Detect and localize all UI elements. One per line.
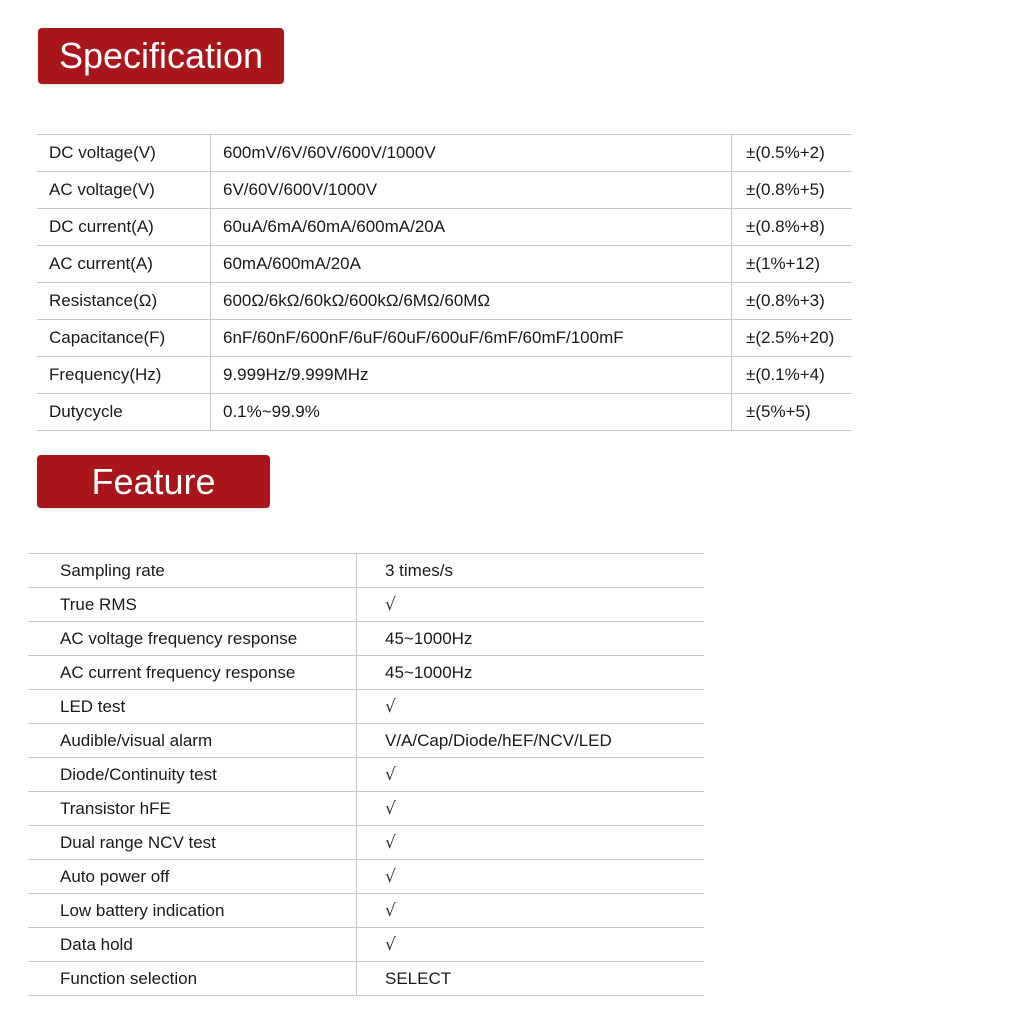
- feature-row: [28, 894, 704, 928]
- check-mark-cell: √: [357, 826, 705, 860]
- feature-value-cell: 45~1000Hz: [357, 656, 705, 690]
- spec-accuracy-cell: ±(0.8%+8): [732, 209, 853, 246]
- feature-name-cell: Auto power off: [28, 860, 357, 894]
- spec-row: [37, 394, 852, 431]
- check-mark-cell: √: [357, 860, 705, 894]
- feature-row: [28, 656, 704, 690]
- feature-name-cell: Transistor hFE: [28, 792, 357, 826]
- spec-range-cell: 9.999Hz/9.999MHz: [211, 357, 732, 394]
- feature-row: [28, 826, 704, 860]
- specification-heading: Specification: [38, 28, 284, 84]
- check-mark-cell: √: [357, 758, 705, 792]
- feature-row: [28, 554, 704, 588]
- specification-table: [37, 134, 852, 431]
- feature-table: [28, 553, 704, 996]
- feature-name-cell: AC voltage frequency response: [28, 622, 357, 656]
- spec-accuracy-cell: ±(5%+5): [732, 394, 853, 431]
- feature-name-cell: Dual range NCV test: [28, 826, 357, 860]
- spec-name-cell: Frequency(Hz): [37, 357, 211, 394]
- feature-row: [28, 690, 704, 724]
- spec-accuracy-cell: ±(1%+12): [732, 246, 853, 283]
- feature-row: [28, 622, 704, 656]
- feature-name-cell: Data hold: [28, 928, 357, 962]
- spec-range-cell: 60uA/6mA/60mA/600mA/20A: [211, 209, 732, 246]
- spec-accuracy-cell: ±(0.1%+4): [732, 357, 853, 394]
- spec-accuracy-cell: ±(0.8%+5): [732, 172, 853, 209]
- feature-name-cell: Function selection: [28, 962, 357, 996]
- spec-name-cell: DC voltage(V): [37, 135, 211, 172]
- spec-row: [37, 283, 852, 320]
- feature-name-cell: Audible/visual alarm: [28, 724, 357, 758]
- feature-name-cell: Sampling rate: [28, 554, 357, 588]
- feature-name-cell: True RMS: [28, 588, 357, 622]
- spec-range-cell: 600mV/6V/60V/600V/1000V: [211, 135, 732, 172]
- spec-row: [37, 357, 852, 394]
- spec-range-cell: 60mA/600mA/20A: [211, 246, 732, 283]
- feature-row: [28, 724, 704, 758]
- spec-row: [37, 135, 852, 172]
- spec-row: [37, 172, 852, 209]
- feature-value-cell: 3 times/s: [357, 554, 705, 588]
- feature-name-cell: Low battery indication: [28, 894, 357, 928]
- spec-range-cell: 6V/60V/600V/1000V: [211, 172, 732, 209]
- spec-range-cell: 6nF/60nF/600nF/6uF/60uF/600uF/6mF/60mF/100mF: [211, 320, 732, 357]
- spec-name-cell: AC voltage(V): [37, 172, 211, 209]
- feature-row: [28, 860, 704, 894]
- spec-name-cell: AC current(A): [37, 246, 211, 283]
- check-mark-cell: √: [357, 792, 705, 826]
- check-mark-cell: √: [357, 690, 705, 724]
- spec-accuracy-cell: ±(0.8%+3): [732, 283, 853, 320]
- spec-range-cell: 0.1%~99.9%: [211, 394, 732, 431]
- spec-name-cell: Capacitance(F): [37, 320, 211, 357]
- feature-row: [28, 758, 704, 792]
- feature-name-cell: Diode/Continuity test: [28, 758, 357, 792]
- feature-name-cell: AC current frequency response: [28, 656, 357, 690]
- feature-heading: Feature: [37, 455, 270, 508]
- spec-row: [37, 209, 852, 246]
- feature-value-cell: 45~1000Hz: [357, 622, 705, 656]
- spec-name-cell: Dutycycle: [37, 394, 211, 431]
- spec-name-cell: DC current(A): [37, 209, 211, 246]
- feature-value-cell: V/A/Cap/Diode/hEF/NCV/LED: [357, 724, 705, 758]
- feature-row: [28, 962, 704, 996]
- feature-value-cell: SELECT: [357, 962, 705, 996]
- check-mark-cell: √: [357, 928, 705, 962]
- spec-accuracy-cell: ±(2.5%+20): [732, 320, 853, 357]
- spec-name-cell: Resistance(Ω): [37, 283, 211, 320]
- feature-row: [28, 588, 704, 622]
- check-mark-cell: √: [357, 588, 705, 622]
- spec-range-cell: 600Ω/6kΩ/60kΩ/600kΩ/6MΩ/60MΩ: [211, 283, 732, 320]
- spec-accuracy-cell: ±(0.5%+2): [732, 135, 853, 172]
- spec-row: [37, 320, 852, 357]
- spec-row: [37, 246, 852, 283]
- feature-name-cell: LED test: [28, 690, 357, 724]
- feature-row: [28, 928, 704, 962]
- check-mark-cell: √: [357, 894, 705, 928]
- feature-row: [28, 792, 704, 826]
